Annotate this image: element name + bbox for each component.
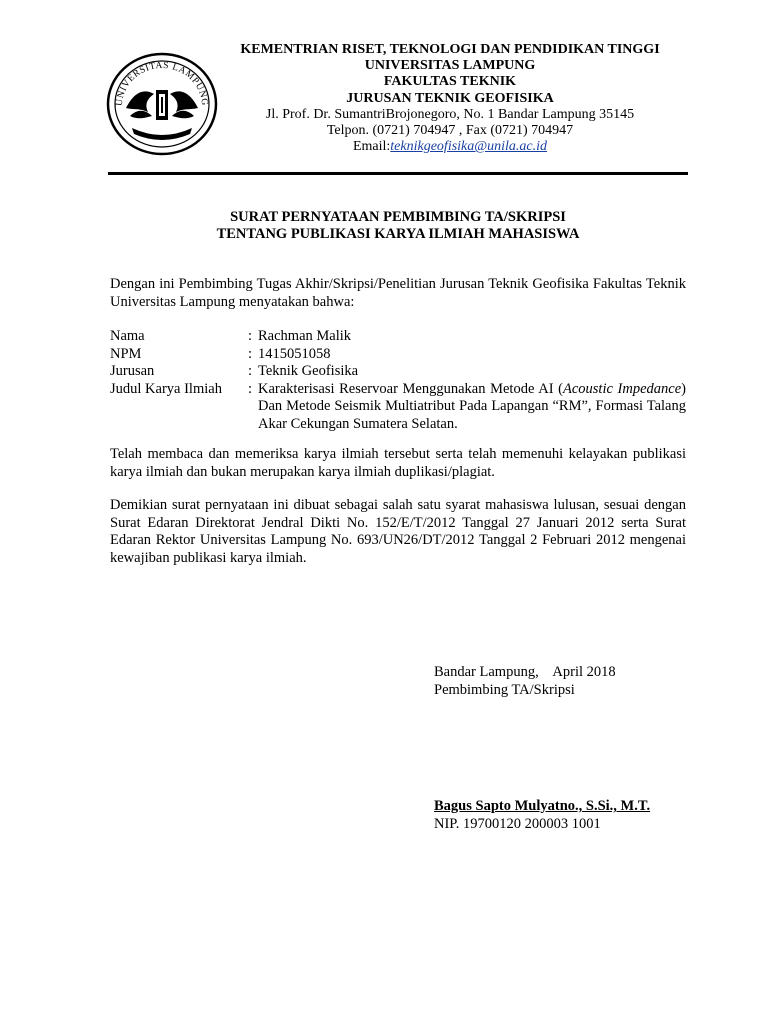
field-colon: :	[248, 363, 253, 379]
university-name: UNIVERSITAS LAMPUNG	[364, 58, 536, 74]
letterhead	[200, 42, 700, 155]
field-colon: :	[248, 345, 253, 362]
field-row-jurusan	[110, 363, 686, 381]
closing-paragraph: Demikian surat pernyataan ini dibuat sebagai salah satu syarat mahasiswa lulusan, sesuai dengan Surat Edaran Direktorat Jendral Dikti No. 152/E/T/2012 Tanggal 27 Januari 2012 serta Surat Edaran Rektor Universitas Lampung No. 693/UN26/DT/2012 Tanggal 2 Februari 2012 mengenai kewajiban publikasi karya ilmiah.	[110, 497, 686, 566]
signature-name-block	[434, 798, 694, 833]
field-value-jurusan: Teknik Geofisika	[258, 363, 359, 379]
field-colon: :	[248, 328, 253, 344]
signature-place-block	[434, 664, 694, 699]
field-value-npm: 1415051058	[258, 345, 331, 362]
ministry-name: KEMENTRIAN RISET, TEKNOLOGI DAN PENDIDIKAN TINGGI	[240, 42, 660, 57]
field-label-nama: Nama	[110, 328, 145, 344]
letterhead-divider	[108, 172, 688, 175]
judul-part-2: ) Dan Metode Seismik Multiatribut Pada Lapangan “RM”, Formasi Talang Akar Cekungan Sumatera Selatan.	[258, 380, 686, 432]
title-line-2: TENTANG PUBLIKASI KARYA ILMIAH MAHASISWA	[216, 226, 580, 242]
email-label: Email:	[352, 139, 391, 155]
letter-title	[108, 209, 688, 243]
field-label-jurusan: Jurusan	[110, 363, 155, 379]
title-line-1: SURAT PERNYATAAN PEMBIMBING TA/SKRIPSI	[230, 209, 566, 225]
phone-fax: Telpon. (0721) 704947 , Fax (0721) 704947	[326, 123, 574, 139]
field-row-judul	[110, 381, 686, 434]
field-label-npm: NPM	[110, 345, 142, 362]
place-date: Bandar Lampung, April 2018	[434, 664, 616, 680]
field-value-nama: Rachman Malik	[258, 328, 352, 344]
field-value-judul	[258, 381, 686, 434]
intro-paragraph: Dengan ini Pembimbing Tugas Akhir/Skripsi/Penelitian Jurusan Teknik Geofisika Fakultas Teknik Universitas Lampung menyatakan bahwa:	[110, 276, 686, 310]
field-row-npm	[110, 346, 686, 364]
email-line	[200, 139, 700, 155]
field-colon: :	[248, 380, 253, 397]
field-label-judul: Judul Karya Ilmiah	[110, 380, 222, 397]
logo-arc-textpath: UNIVERSITAS LAMPUNG	[114, 60, 210, 107]
address: Jl. Prof. Dr. SumantriBrojonegoro, No. 1 Bandar Lampung 35145	[265, 106, 635, 122]
statement-paragraph: Telah membaca dan memeriksa karya ilmiah tersebut serta telah memenuhi kelayakan publikasi karya ilmiah dan bukan merupakan karya ilmiah duplikasi/plagiat.	[110, 446, 686, 480]
signer-role: Pembimbing TA/Skripsi	[434, 681, 575, 698]
department-name: JURUSAN TEKNIK GEOFISIKA	[346, 90, 554, 106]
signer-nip: NIP. 19700120 200003 1001	[434, 815, 601, 832]
faculty-name: FAKULTAS TEKNIK	[383, 74, 517, 90]
email-link[interactable]: teknikgeofisika@unila.ac.id	[390, 139, 548, 155]
field-row-nama	[110, 328, 686, 346]
judul-part-1: Karakterisasi Reservoar Menggunakan Metode AI (	[258, 380, 563, 397]
student-fields	[110, 328, 686, 433]
judul-italic: Acoustic Impedance	[562, 380, 682, 397]
signer-name: Bagus Sapto Mulyatno., S.Si., M.T.	[434, 798, 651, 814]
